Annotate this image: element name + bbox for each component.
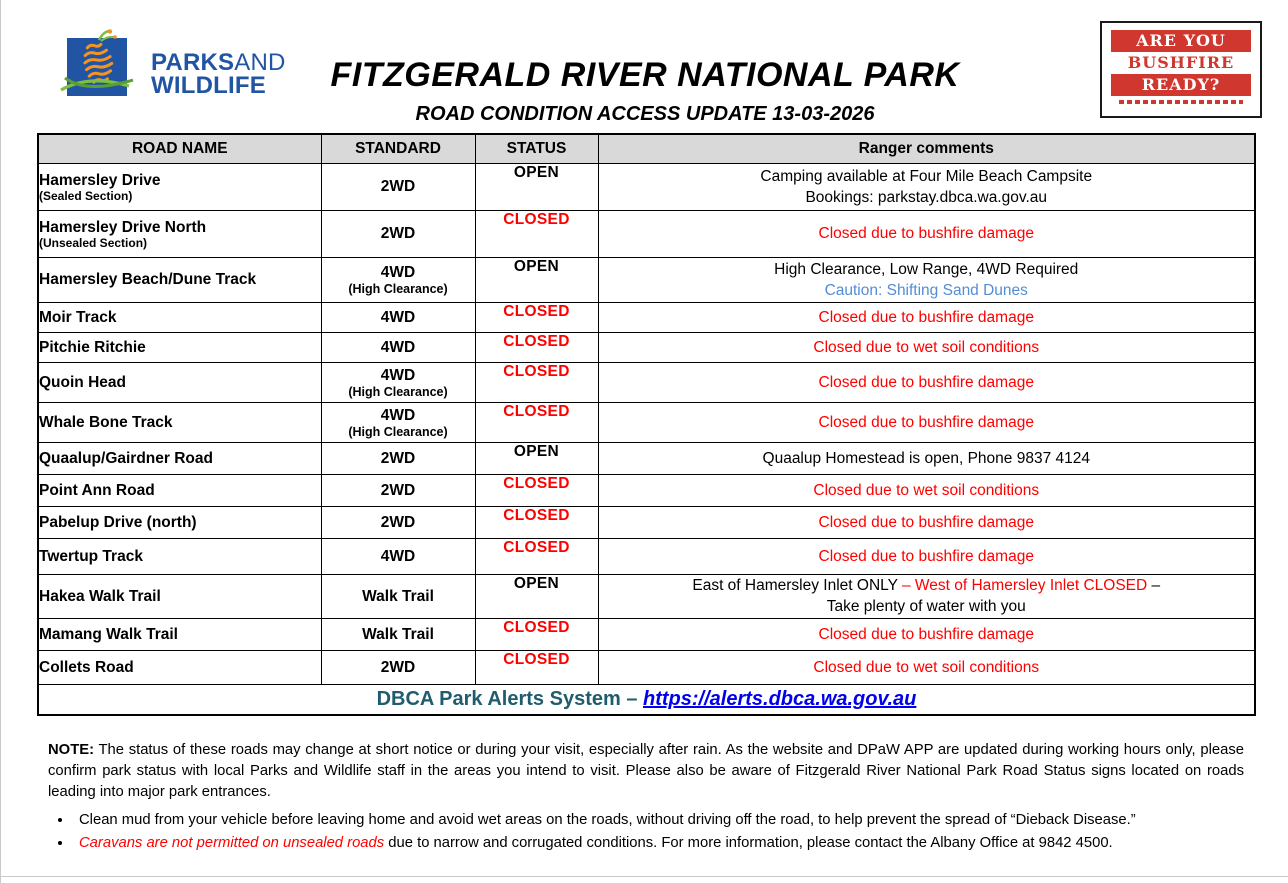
- bullet-caravans-red-text: Caravans are not permitted on unsealed roads: [79, 835, 385, 851]
- table-row: [38, 618, 1255, 650]
- road-name-cell: Pabelup Drive (north): [38, 506, 321, 538]
- page-edge-line: [1, 876, 1288, 877]
- standard-cell: 4WD (High Clearance): [321, 362, 475, 402]
- notes-section: [48, 740, 1244, 854]
- road-name-cell: Mamang Walk Trail: [38, 618, 321, 650]
- ranger-comment-cell: [598, 163, 1255, 210]
- comment-segment: Closed due to wet soil conditions: [813, 338, 1040, 356]
- standard-cell: 4WD: [321, 332, 475, 362]
- status-cell: CLOSED: [475, 618, 598, 650]
- comment-segment: – West of Hamersley Inlet CLOSED: [901, 577, 1152, 594]
- table-row: [38, 442, 1255, 474]
- note-label: NOTE:: [48, 742, 95, 758]
- comment-segment: –: [1151, 577, 1161, 594]
- status-cell: CLOSED: [475, 332, 598, 362]
- alerts-system-link[interactable]: https://alerts.dbca.wa.gov.au: [643, 687, 917, 710]
- road-name-cell: Quoin Head: [38, 362, 321, 402]
- road-name-cell: Hamersley Drive North (Unsealed Section): [38, 210, 321, 257]
- col-header-road-name: ROAD NAME: [38, 134, 321, 163]
- standard-cell: 2WD: [321, 474, 475, 506]
- status-cell: OPEN: [475, 574, 598, 618]
- comment-segment: Closed due to bushfire damage: [818, 373, 1034, 391]
- comment-segment: Closed due to wet soil conditions: [813, 658, 1040, 676]
- standard-cell: 2WD: [321, 442, 475, 474]
- status-cell: CLOSED: [475, 302, 598, 332]
- standard-cell: 2WD: [321, 210, 475, 257]
- table-row: [38, 474, 1255, 506]
- comment-segment: Closed due to bushfire damage: [818, 413, 1034, 431]
- status-cell: CLOSED: [475, 474, 598, 506]
- comment-segment: Take plenty of water with you: [826, 598, 1026, 615]
- status-cell: CLOSED: [475, 506, 598, 538]
- ranger-comment-cell: [598, 210, 1255, 257]
- road-name-cell: Whale Bone Track: [38, 402, 321, 442]
- comment-segment: East of Hamersley Inlet ONLY: [692, 577, 902, 594]
- table-row: [38, 506, 1255, 538]
- badge-line-bushfire: BUSHFIRE: [1127, 53, 1235, 72]
- bullet-caravans-rest-text: due to narrow and corrugated conditions. For more information, please contact the Albany Office at 9842 4500.: [384, 835, 1113, 851]
- road-name-cell: Quaalup/Gairdner Road: [38, 442, 321, 474]
- bushfire-ready-badge: [1100, 21, 1262, 118]
- note-text: The status of these roads may change at short notice or during your visit, especially after rain. As the website and DPaW APP are updated during working hours only, please confirm park status with local Parks and Wildlife staff in the areas you intend to visit. Please also be aware of Fitzgerald River National Park Road Status signs located on roads leading into major park entrances.: [48, 742, 1244, 800]
- logo-word-and: AND: [234, 49, 286, 77]
- status-cell: OPEN: [475, 257, 598, 302]
- ranger-comment-cell: [598, 474, 1255, 506]
- badge-line-are-you: ARE YOU: [1111, 30, 1251, 52]
- comment-segment: Closed due to bushfire damage: [818, 225, 1034, 242]
- ranger-comment-cell: [598, 574, 1255, 618]
- col-header-status: STATUS: [475, 134, 598, 163]
- road-name-cell: Pitchie Ritchie: [38, 332, 321, 362]
- ranger-comment-cell: [598, 506, 1255, 538]
- col-header-ranger-comments: Ranger comments: [598, 134, 1255, 163]
- table-header-row: [38, 134, 1255, 163]
- bullet-clean-mud: [73, 810, 1244, 831]
- page-subtitle: ROAD CONDITION ACCESS UPDATE 13-03-2026: [415, 103, 875, 125]
- road-name-cell: Hamersley Drive (Sealed Section): [38, 163, 321, 210]
- standard-cell: 2WD: [321, 506, 475, 538]
- ranger-comment-cell: [598, 538, 1255, 574]
- comment-segment: Bookings: parkstay.dbca.wa.gov.au: [805, 188, 1048, 206]
- table-row: [38, 538, 1255, 574]
- status-cell: CLOSED: [475, 538, 598, 574]
- comment-segment: Camping available at Four Mile Beach Campsite: [760, 167, 1093, 185]
- ranger-comment-cell: [598, 618, 1255, 650]
- road-name-cell: Hakea Walk Trail: [38, 574, 321, 618]
- standard-cell: Walk Trail: [321, 618, 475, 650]
- standard-cell: 4WD (High Clearance): [321, 257, 475, 302]
- comment-segment: Closed due to bushfire damage: [818, 513, 1034, 531]
- alerts-system-label: DBCA Park Alerts System –: [376, 687, 643, 710]
- col-header-standard: STANDARD: [321, 134, 475, 163]
- note-bullets: [48, 810, 1244, 854]
- road-name-cell: Hamersley Beach/Dune Track: [38, 257, 321, 302]
- table-row: [38, 257, 1255, 302]
- standard-cell: 2WD: [321, 163, 475, 210]
- standard-cell: 2WD: [321, 650, 475, 684]
- ranger-comment-cell: [598, 257, 1255, 302]
- ranger-comment-cell: [598, 302, 1255, 332]
- standard-cell: 4WD: [321, 302, 475, 332]
- road-name-cell: Collets Road: [38, 650, 321, 684]
- bullet-caravans: [73, 833, 1244, 854]
- road-name-cell: Twertup Track: [38, 538, 321, 574]
- status-cell: CLOSED: [475, 650, 598, 684]
- comment-segment: Closed due to bushfire damage: [818, 308, 1034, 326]
- ranger-comment-cell: [598, 332, 1255, 362]
- table-row: [38, 574, 1255, 618]
- alerts-cell: [38, 684, 1255, 715]
- logo-word-parks: PARKS: [151, 49, 235, 77]
- note-paragraph: [48, 740, 1244, 803]
- standard-cell: 4WD: [321, 538, 475, 574]
- status-cell: CLOSED: [475, 362, 598, 402]
- table-row: [38, 210, 1255, 257]
- status-cell: OPEN: [475, 163, 598, 210]
- table-row: [38, 650, 1255, 684]
- alerts-footer-row: [38, 684, 1255, 715]
- badge-tagline: [1119, 100, 1243, 104]
- standard-cell: Walk Trail: [321, 574, 475, 618]
- comment-segment: Closed due to wet soil conditions: [813, 481, 1040, 499]
- comment-segment: Closed due to bushfire damage: [818, 547, 1034, 565]
- ranger-comment-cell: [598, 650, 1255, 684]
- logo-word-wildlife: WILDLIFE: [151, 72, 266, 99]
- badge-line-ready: READY?: [1111, 74, 1251, 96]
- page-title: FITZGERALD RIVER NATIONAL PARK: [330, 56, 960, 94]
- comment-segment: Caution: Shifting Sand Dunes: [824, 281, 1028, 299]
- status-cell: CLOSED: [475, 402, 598, 442]
- road-condition-table: [37, 133, 1256, 716]
- comment-segment: Closed due to bushfire damage: [818, 625, 1034, 643]
- comment-segment: Quaalup Homestead is open, Phone 9837 4124: [762, 449, 1090, 467]
- standard-cell: 4WD (High Clearance): [321, 402, 475, 442]
- ranger-comment-cell: [598, 442, 1255, 474]
- table-row: [38, 402, 1255, 442]
- status-cell: CLOSED: [475, 210, 598, 257]
- bullet-clean-mud-text: Clean mud from your vehicle before leaving home and avoid wet areas on the roads, without driving off the road, to help prevent the spread of “Dieback Disease.”: [79, 812, 1136, 828]
- road-name-cell: Point Ann Road: [38, 474, 321, 506]
- ranger-comment-cell: [598, 402, 1255, 442]
- status-cell: OPEN: [475, 442, 598, 474]
- table-row: [38, 332, 1255, 362]
- ranger-comment-cell: [598, 362, 1255, 402]
- table-row: [38, 362, 1255, 402]
- table-row: [38, 302, 1255, 332]
- table-row: [38, 163, 1255, 210]
- comment-segment: High Clearance, Low Range, 4WD Required: [774, 260, 1079, 278]
- road-name-cell: Moir Track: [38, 302, 321, 332]
